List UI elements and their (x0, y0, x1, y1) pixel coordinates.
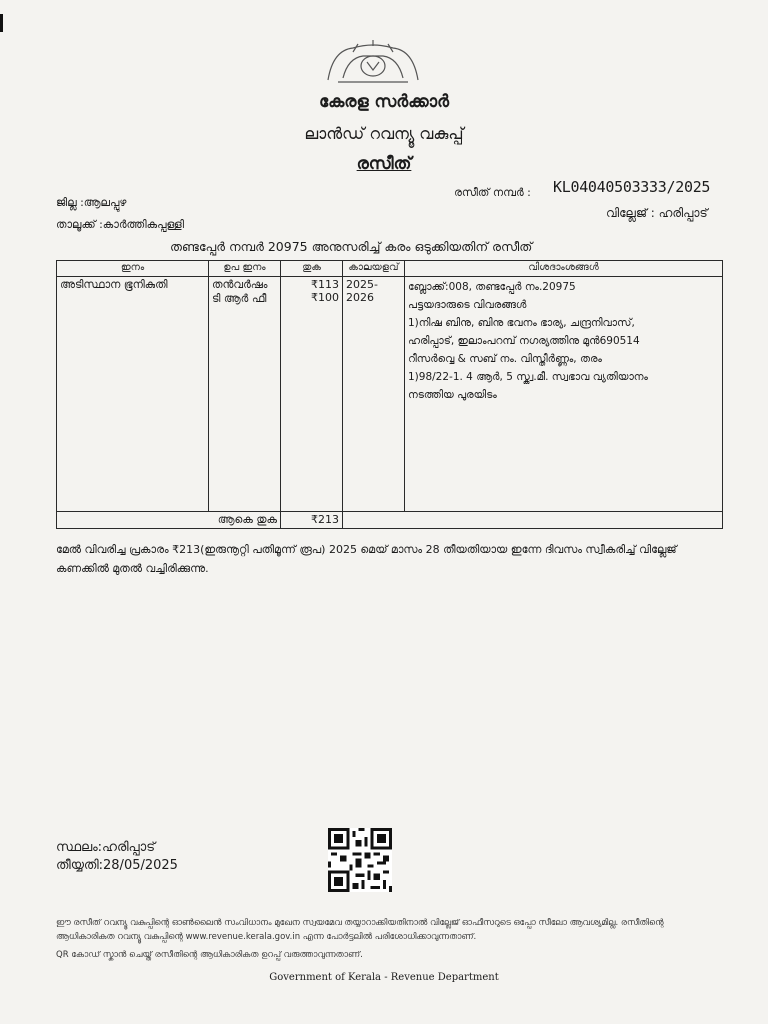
qr-code-icon (328, 828, 392, 892)
footer-department: Government of Kerala - Revenue Department (269, 972, 499, 983)
details-line: നടത്തിയ പുരയിടം (408, 389, 497, 401)
total-empty-cell (343, 512, 723, 529)
amount-cell (281, 277, 343, 512)
col-header-period: കാലയളവ് (343, 261, 405, 277)
total-row (57, 512, 723, 529)
date: തീയ്യതി:28/05/2025 (56, 858, 178, 873)
footnote-2: ആധികാരികത റവന്യൂ വകുപ്പിന്റെ www.revenue.kerala.gov.in എന്ന പോർട്ടലിൽ പരിശോധിക്കാവുന്നതാണ്. (56, 932, 477, 942)
details-cell (405, 277, 723, 512)
details-line: 1)നിഷ ബിനു, ബിനു ഭവനം ഭാര്യ, ചന്ദ്രനിവാസ്, (408, 317, 635, 329)
amount-2: ₹100 (311, 291, 339, 304)
receipt-subtitle: തണ്ടപ്പേർ നമ്പർ 20975 അനുസരിച്ച് കരം ഒടുക്കിയതിന് രസീത് (170, 239, 533, 254)
table-header-row (57, 261, 723, 277)
taluk: താലൂക്ക് :കാർത്തികപ്പള്ളി (56, 218, 185, 231)
scan-edge-mark (0, 14, 3, 32)
tax-table (56, 260, 723, 529)
details-line: റീസർവ്വെ & സബ് നം. വിസ്തീർണ്ണം, തരം (408, 353, 602, 365)
village: വില്ലേജ് : ഹരിപ്പാട് (606, 206, 708, 220)
receipt-number: KL04040503333/2025 (553, 178, 711, 196)
total-value: ₹213 (281, 512, 343, 529)
amount-1: ₹113 (311, 278, 339, 291)
col-header-details: വിശദാംശങ്ങൾ (405, 261, 723, 277)
footnote-qr: QR കോഡ് സ്കാൻ ചെയ്ത് രസീതിന്റെ ആധികാരികത ഉറപ്പ് വരുത്താവുന്നതാണ്. (56, 950, 363, 960)
details-line: ബ്ലോക്ക്:008, തണ്ടപ്പേർ നം.20975 (408, 281, 576, 293)
details-line: പട്ടയദാരുടെ വിവരങ്ങൾ (408, 299, 527, 311)
col-header-amount: തുക (281, 261, 343, 277)
place: സ്ഥലം:ഹരിപ്പാട് (56, 840, 156, 855)
document-title: രസീത് (356, 154, 412, 174)
item-cell: അടിസ്ഥാന ഭൂനികുതി (57, 277, 209, 512)
district: ജില്ല :ആലപ്പുഴ (56, 196, 127, 209)
subitem-2: ടി ആർ ഫീ (212, 292, 267, 305)
table-row (57, 277, 723, 512)
details-line: 1)98/22-1. 4 ആർ, 5 സ്ക്വ.മീ. സ്വഭാവ വ്യതിയാനം (408, 371, 648, 383)
receipt-statement: മേൽ വിവരിച്ച പ്രകാരം ₹213(ഇരുനൂറ്റി പതിമൂന്ന് രൂപ) 2025 മെയ് മാസം 28 തീയതിയായ ഇന്നേ ദിവസം സ്വീകരിച്ച് വില്ലേജ് കണക്കിൽ മുതൽ വച്ചിരിക്കുന്നു. (56, 543, 677, 575)
details-line: ഹരിപ്പാട്, ഇലാംപറമ്പ് നഗര്യത്തിനു മുൻ690514 (408, 335, 640, 347)
footnote-1: ഈ രസീത് റവന്യൂ വകുപ്പിന്റെ ഓൺലൈൻ സംവിധാനം മുഖേന സ്വയമേവ തയ്യാറാക്കിയതിനാൽ വില്ലേജ് ഓഫീസറുടെ ഒപ്പോ സീലോ ആവശ്യമില്ല. രസീതിന്റെ (56, 918, 664, 928)
col-header-item: ഇനം (57, 261, 209, 277)
total-label: ആകെ തുക (57, 512, 281, 529)
col-header-subitem: ഉപ ഇനം (209, 261, 281, 277)
govt-title: കേരള സർക്കാർ (318, 92, 450, 112)
kerala-emblem-icon (318, 40, 428, 86)
department-title: ലാൻഡ് റവന്യൂ വകുപ്പ് (304, 124, 464, 143)
subitem-cell (209, 277, 281, 512)
subitem-1: തന്‍വര്‍ഷം (212, 278, 268, 291)
period-cell: 2025-2026 (343, 277, 405, 512)
receipt-number-label: രസീത് നമ്പർ : (454, 186, 531, 199)
